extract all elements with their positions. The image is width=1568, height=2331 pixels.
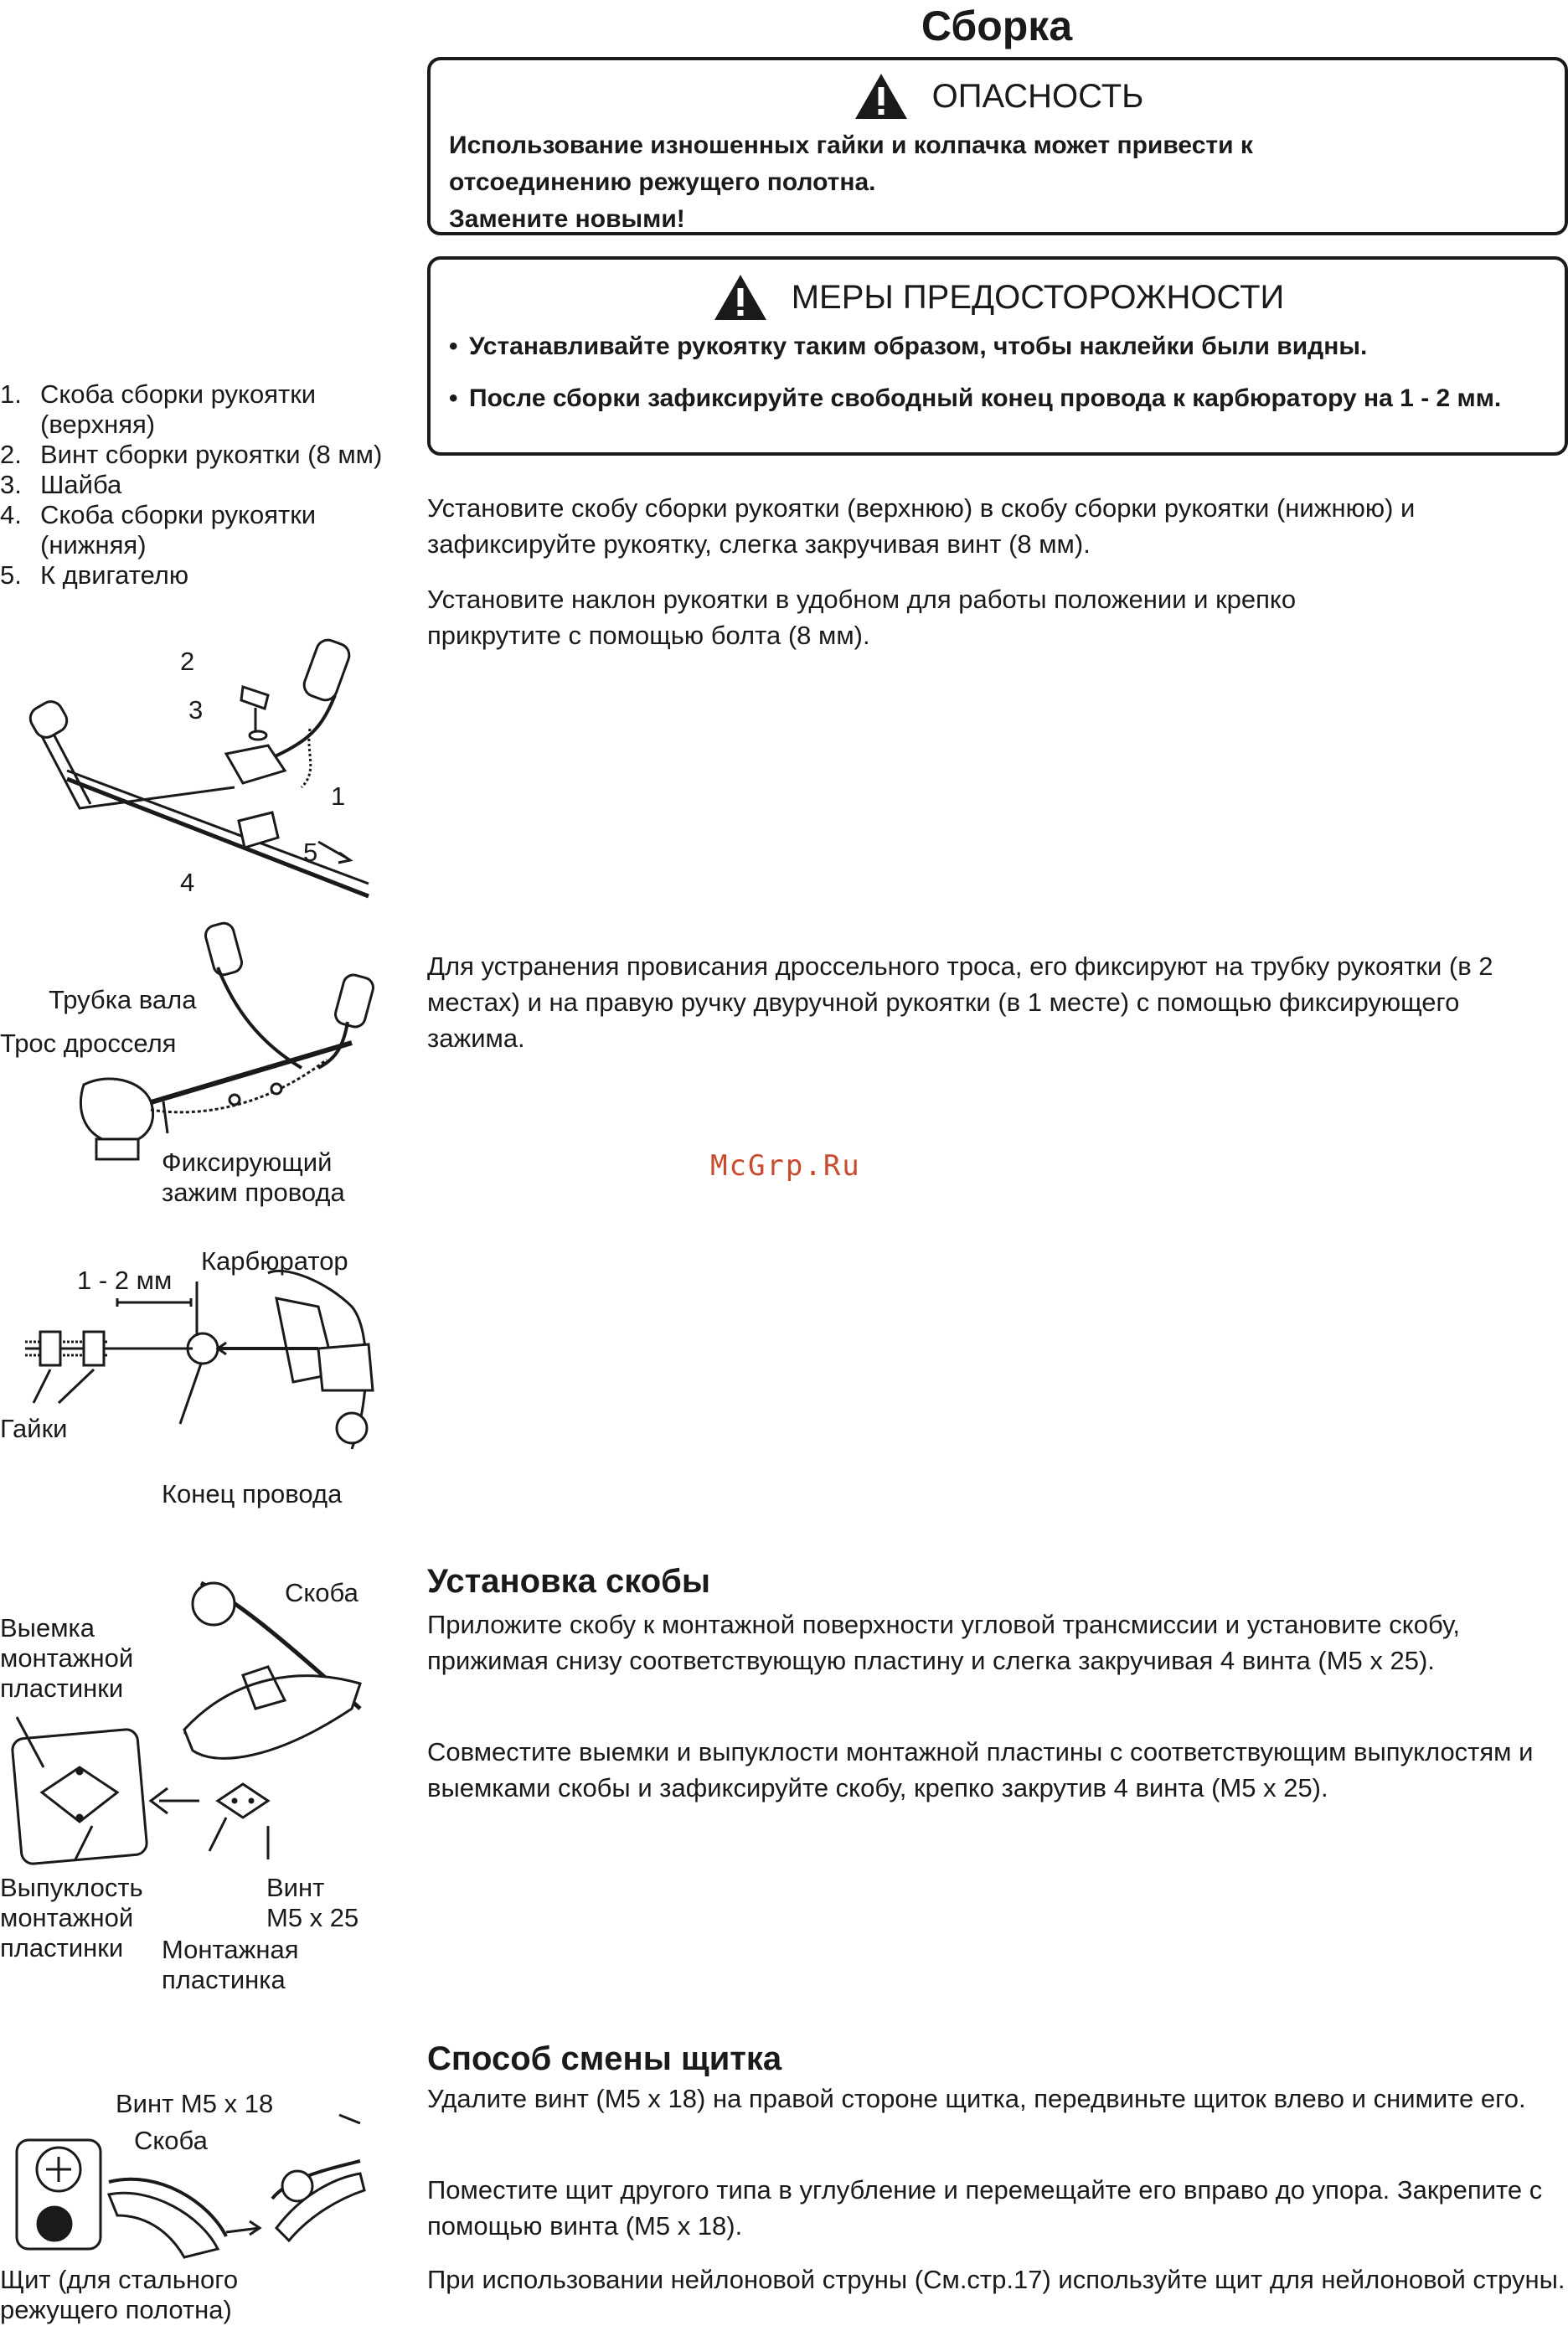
list-item: 5. К двигателю [0,560,189,590]
section-heading: Способ смены щитка [427,2040,782,2077]
list-item: 3. Шайба [0,470,122,499]
fig4-label-bump: Выпуклость монтажной пластинки [0,1873,143,1962]
shield-paragraph: Поместите щит другого типа в углубление и перемещайте его вправо до упора. Закрепите с помощью винта (М5 х 18). [427,2175,1543,2241]
fig1-label-4: 4 [180,868,195,897]
shield-paragraph: При использовании нейлоновой струны (См.стр.17) используйте щит для нейлоновой струны. [427,2265,1565,2294]
danger-text [449,127,1548,238]
caution-title-row [449,273,1548,322]
danger-line: Замените новыми! [449,205,685,233]
fig3-label-wire-end: Конец провода [162,1479,343,1508]
list-item: 1. Скоба сборки рукоятки (верхняя) [0,379,317,439]
danger-title-row [449,72,1548,121]
parts-list [0,379,394,590]
danger-box [427,57,1568,235]
fig1-label-5: 5 [303,838,318,867]
caution-box [427,256,1568,456]
bracket-paragraph: Совместите выемки и выпуклости монтажной пластины с соответствующим выпуклостям и выемками скобы и зафиксируйте скобу, крепко закрутив 4 винта (М5 х 25). [427,1737,1534,1802]
bracket-paragraph: Приложите скобу к монтажной поверхности угловой трансмиссии и установите скобу, прижимая снизу соответствующую пластину и слегка закручивая 4 винта (М5 х 25). [427,1610,1461,1675]
warning-triangle-icon [713,273,768,322]
fig4-label-plate: Монтажная пластинка [162,1935,299,1994]
caution-bullet: • После сборки зафиксируйте свободный конец провода к карбюратору на 1 - 2 мм. [449,384,1502,412]
fig1-label-1: 1 [331,781,346,811]
shield-paragraph: Удалите винт (М5 х 18) на правой стороне щитка, передвиньте щиток влево и снимите его. [427,2084,1526,2113]
fig3-label-gap: 1 - 2 мм [77,1266,173,1295]
fig5-label-guard: Щит (для стального режущего полотна) [0,2265,239,2324]
watermark: McGrp.Ru [710,1149,861,1183]
fig1-label-2: 2 [180,647,195,676]
handle-assembly-figure [17,628,385,905]
fig2-label-clamp: Фиксирующий зажим провода [162,1147,345,1207]
fig2-label-cable: Трос дросселя [0,1029,177,1058]
page-title: Сборка [921,3,1073,49]
fig4-label-notch: Выемка монтажной пластинки [0,1613,134,1703]
danger-line: отсоединению режущего полотна. [449,168,876,196]
cable-paragraph: Для устранения провисания дроссельного троса, его фиксируют на трубку рукоятки (в 2 местах) и на правую ручку двуручной рукоятки (в 1 месте) с помощью фиксирующего зажима. [427,951,1493,1053]
warning-triangle-icon [854,72,909,121]
fig3-label-carb: Карбюратор [201,1246,348,1276]
fig1-label-3: 3 [188,695,204,725]
caution-title: МЕРЫ ПРЕДОСТОРОЖНОСТИ [791,278,1285,316]
fig5-label-bracket: Скоба [134,2126,208,2155]
handle-paragraph: Установите скобу сборки рукоятки (верхнюю) в скобу сборки рукоятки (нижнюю) и зафиксируйте рукоятку, слегка закручивая винт (8 мм). [427,493,1416,559]
fig2-label-shaft: Трубка вала [49,985,197,1014]
fig4-label-screw: Винт M5 x 25 [266,1873,359,1932]
list-item: 2. Винт сборки рукоятки (8 мм) [0,440,383,469]
section-heading: Установка скобы [427,1563,711,1600]
fig3-label-nuts: Гайки [0,1414,68,1443]
fig4-label-bracket: Скоба [285,1578,358,1607]
danger-line: Использование изношенных гайки и колпачка может привести к [449,132,1253,159]
danger-title: ОПАСНОСТЬ [931,77,1144,115]
caution-bullet: • Устанавливайте рукоятку таким образом, чтобы наклейки были видны. [449,333,1368,360]
fig5-label-screw: Винт M5 x 18 [116,2089,274,2118]
list-item: 4. Скоба сборки рукоятки (нижняя) [0,500,317,560]
caution-text [449,328,1548,417]
handle-paragraph: Установите наклон рукоятки в удобном для работы положении и крепко прикрутите с помощью болта (8 мм). [427,585,1297,650]
